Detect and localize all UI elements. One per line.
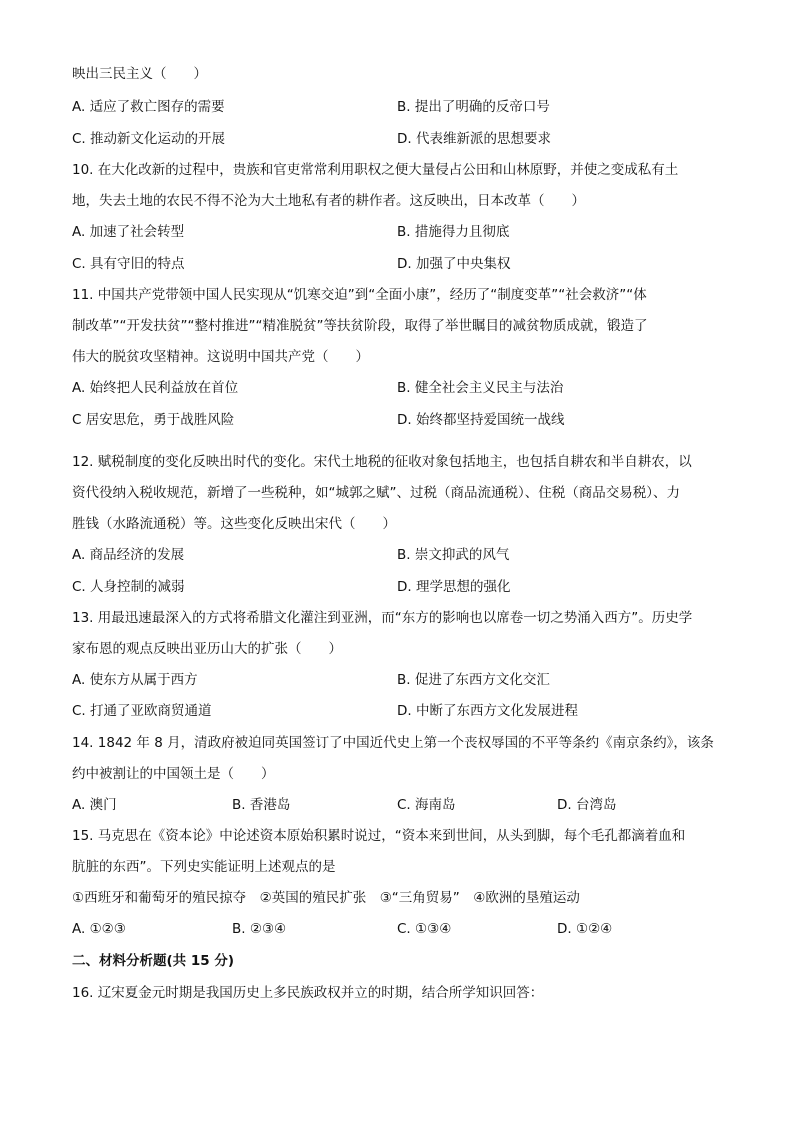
q9-option-d: D. 代表维新派的思想要求: [397, 131, 551, 147]
q10-option-b: B. 措施得力且彻底: [397, 224, 510, 240]
section2-title: 二、材料分析题(共 15 分): [72, 953, 235, 969]
q15-option-a: A. ①②③: [72, 921, 126, 937]
q15-option-d: D. ①②④: [557, 921, 613, 937]
q14-option-c: C. 海南岛: [397, 797, 456, 813]
q11-stem-line2: 制改革”“开发扶贫”“整村推进”“精准脱贫”等扶贫阶段，取得了举世瞩目的减贫物质成就，锻造了: [72, 318, 648, 334]
q13-option-c: C. 打通了亚欧商贸通道: [72, 703, 212, 719]
q14-option-a: A. 澳门: [72, 797, 117, 813]
q12-stem-line3: 胜钱（水路流通税）等。这些变化反映出宋代（ ）: [72, 516, 396, 532]
q15-stem-line2: 肮脏的东西”。下列史实能证明上述观点的是: [72, 859, 336, 875]
q9-option-c: C. 推动新文化运动的开展: [72, 131, 226, 147]
q11-option-a: A. 始终把人民利益放在首位: [72, 380, 239, 396]
q13-option-d: D. 中断了东西方文化发展进程: [397, 703, 578, 719]
q11-option-d: D. 始终都坚持爱国统一战线: [397, 412, 565, 428]
q13-stem-line2: 家布恩的观点反映出亚历山大的扩张（ ）: [72, 641, 342, 657]
q15-stem-line1: 15. 马克思在《资本论》中论述资本原始积累时说过，“资本来到世间，从头到脚，每个毛孔都滴着血和: [72, 828, 686, 844]
q15-option-b: B. ②③④: [232, 921, 287, 937]
q11-option-c: C 居安思危，勇于战胜风险: [72, 412, 235, 428]
q14-option-d: D. 台湾岛: [557, 797, 617, 813]
q10-option-c: C. 具有守旧的特点: [72, 256, 185, 272]
q10-option-d: D. 加强了中央集权: [397, 256, 511, 272]
q12-option-d: D. 理学思想的强化: [397, 579, 511, 595]
q10-stem-line2: 地，失去土地的农民不得不沦为大土地私有者的耕作者。这反映出，日本改革（ ）: [72, 193, 585, 209]
q13-option-b: B. 促进了东西方文化交汇: [397, 672, 550, 688]
q13-stem-line1: 13. 用最迅速最深入的方式将希腊文化灌注到亚洲，而“东方的影响也以席卷一切之势涌入西方”。历史学: [72, 610, 693, 626]
q12-option-a: A. 商品经济的发展: [72, 547, 185, 563]
q11-stem-line3: 伟大的脱贫攻坚精神。这说明中国共产党（ ）: [72, 349, 369, 365]
q12-stem-line1: 12. 赋税制度的变化反映出时代的变化。宋代土地税的征收对象包括地主，也包括自耕农和半自耕农，以: [72, 454, 692, 470]
q11-stem-line1: 11. 中国共产党带领中国人民实现从“饥寒交迫”到“全面小康”，经历了“制度变革”“社会救济”“体: [72, 287, 647, 303]
q14-stem-line1: 14. 1842 年 8 月，清政府被迫同英国签订了中国近代史上第一个丧权辱国的不平等条约《南京条约》，该条: [72, 735, 714, 751]
q9-option-b: B. 提出了明确的反帝口号: [397, 99, 550, 115]
q11-option-b: B. 健全社会主义民主与法治: [397, 380, 564, 396]
q9-stem-tail: 映出三民主义（ ）: [72, 66, 207, 82]
q15-items: ①西班牙和葡萄牙的殖民掠夺 ②英国的殖民扩张 ③“三角贸易” ④欧洲的垦殖运动: [72, 890, 580, 906]
q12-option-c: C. 人身控制的减弱: [72, 579, 185, 595]
q10-stem-line1: 10. 在大化改新的过程中，贵族和官吏常常利用职权之便大量侵占公田和山林原野，并使之变成私有土: [72, 162, 679, 178]
q9-option-a: A. 适应了救亡图存的需要: [72, 99, 225, 115]
q15-option-c: C. ①③④: [397, 921, 452, 937]
q14-stem-line2: 约中被割让的中国领土是（ ）: [72, 766, 275, 782]
q14-option-b: B. 香港岛: [232, 797, 291, 813]
q12-stem-line2: 资代役纳入税收规范，新增了一些税种，如“城郭之赋”、过税（商品流通税）、住税（商品交易税）、力: [72, 485, 680, 501]
q12-option-b: B. 崇文抑武的风气: [397, 547, 510, 563]
q13-option-a: A. 使东方从属于西方: [72, 672, 198, 688]
q10-option-a: A. 加速了社会转型: [72, 224, 185, 240]
q16-stem-line1: 16. 辽宋夏金元时期是我国历史上多民族政权并立的时期，结合所学知识回答：: [72, 985, 544, 1001]
